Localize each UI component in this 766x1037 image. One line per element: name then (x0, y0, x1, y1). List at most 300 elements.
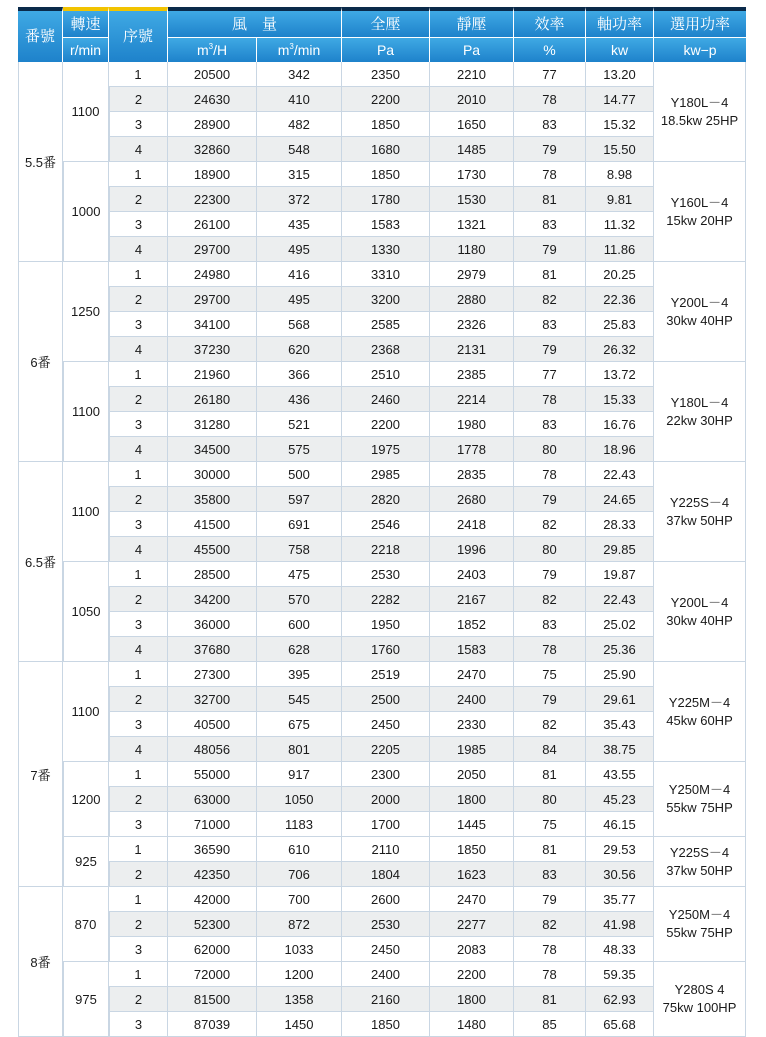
total-pressure-cell: 1850 (342, 162, 430, 187)
air-volume-hour-cell: 24630 (168, 87, 257, 112)
table-row (18, 187, 746, 212)
rpm-cell: 925 (63, 837, 109, 887)
shaft-power-cell: 38.75 (586, 737, 654, 762)
motor-power: 22kw 30HP (666, 412, 733, 428)
shaft-power-cell: 65.68 (586, 1012, 654, 1037)
static-pressure-cell: 1445 (430, 812, 514, 837)
static-pressure-cell: 1980 (430, 412, 514, 437)
efficiency-cell: 80 (514, 787, 586, 812)
selected-power-cell (654, 162, 746, 262)
efficiency-cell: 81 (514, 762, 586, 787)
table-row (18, 937, 746, 962)
table-row (18, 362, 746, 387)
air-volume-min-cell: 610 (257, 837, 342, 862)
air-volume-hour-cell: 71000 (168, 812, 257, 837)
header-selected-power-unit: kw−p (654, 37, 746, 62)
total-pressure-cell: 2300 (342, 762, 430, 787)
seq-cell: 1 (109, 162, 168, 187)
efficiency-cell: 83 (514, 212, 586, 237)
table-row (18, 462, 746, 487)
table-row (18, 287, 746, 312)
efficiency-cell: 82 (514, 912, 586, 937)
rpm-cell: 1100 (63, 362, 109, 462)
table-row (18, 612, 746, 637)
shaft-power-cell: 16.76 (586, 412, 654, 437)
seq-cell: 1 (109, 262, 168, 287)
motor-model: Y250M－4 (668, 782, 731, 797)
table-row (18, 512, 746, 537)
efficiency-cell: 79 (514, 337, 586, 362)
table-row (18, 162, 746, 187)
total-pressure-cell: 1780 (342, 187, 430, 212)
total-pressure-cell: 2205 (342, 737, 430, 762)
total-pressure-cell: 1760 (342, 637, 430, 662)
static-pressure-cell: 2470 (430, 662, 514, 687)
shaft-power-cell: 25.83 (586, 312, 654, 337)
shaft-power-cell: 46.15 (586, 812, 654, 837)
seq-cell: 4 (109, 737, 168, 762)
table-row (18, 437, 746, 462)
table-row (18, 812, 746, 837)
seq-cell: 4 (109, 437, 168, 462)
efficiency-cell: 82 (514, 587, 586, 612)
selected-power-cell (654, 462, 746, 562)
static-pressure-cell: 1623 (430, 862, 514, 887)
total-pressure-cell: 3200 (342, 287, 430, 312)
total-pressure-cell: 2160 (342, 987, 430, 1012)
seq-cell: 4 (109, 137, 168, 162)
table-row (18, 712, 746, 737)
total-pressure-cell: 1850 (342, 1012, 430, 1037)
table-header (18, 7, 746, 62)
header-efficiency: 效率 (514, 7, 586, 37)
seq-cell: 3 (109, 612, 168, 637)
selected-power-cell (654, 262, 746, 362)
rpm-cell: 1250 (63, 262, 109, 362)
total-pressure-cell: 2585 (342, 312, 430, 337)
seq-cell: 3 (109, 1012, 168, 1037)
header-speed: 轉速 (63, 7, 109, 37)
table-row (18, 637, 746, 662)
efficiency-cell: 78 (514, 162, 586, 187)
air-volume-min-cell: 315 (257, 162, 342, 187)
efficiency-cell: 80 (514, 537, 586, 562)
shaft-power-cell: 35.43 (586, 712, 654, 737)
table-row (18, 87, 746, 112)
total-pressure-cell: 2530 (342, 912, 430, 937)
air-volume-min-cell: 545 (257, 687, 342, 712)
shaft-power-cell: 29.85 (586, 537, 654, 562)
total-pressure-cell: 1330 (342, 237, 430, 262)
total-pressure-cell: 2500 (342, 687, 430, 712)
efficiency-cell: 75 (514, 662, 586, 687)
header-total-pressure: 全壓 (342, 7, 430, 37)
air-volume-min-cell: 570 (257, 587, 342, 612)
seq-cell: 2 (109, 287, 168, 312)
table-row (18, 962, 746, 987)
seq-cell: 3 (109, 212, 168, 237)
air-volume-min-cell: 706 (257, 862, 342, 887)
static-pressure-cell: 1530 (430, 187, 514, 212)
table-row (18, 1012, 746, 1037)
motor-power: 18.5kw 25HP (660, 112, 739, 128)
static-pressure-cell: 1850 (430, 837, 514, 862)
table-row (18, 687, 746, 712)
air-volume-min-cell: 1183 (257, 812, 342, 837)
efficiency-cell: 78 (514, 937, 586, 962)
air-volume-min-cell: 758 (257, 537, 342, 562)
efficiency-cell: 81 (514, 837, 586, 862)
static-pressure-cell: 1996 (430, 537, 514, 562)
air-volume-min-cell: 575 (257, 437, 342, 462)
total-pressure-cell: 2000 (342, 787, 430, 812)
shaft-power-cell: 18.96 (586, 437, 654, 462)
air-volume-hour-cell: 34200 (168, 587, 257, 612)
static-pressure-cell: 1985 (430, 737, 514, 762)
static-pressure-cell: 1321 (430, 212, 514, 237)
air-volume-hour-cell: 20500 (168, 62, 257, 87)
air-volume-min-cell: 1358 (257, 987, 342, 1012)
air-volume-hour-cell: 18900 (168, 162, 257, 187)
static-pressure-cell: 1480 (430, 1012, 514, 1037)
air-volume-hour-cell: 34100 (168, 312, 257, 337)
motor-power: 55kw 75HP (666, 800, 733, 815)
motor-power: 37kw 50HP (666, 512, 733, 528)
fan-no-cell: 8番 (18, 887, 63, 1037)
fan-performance-table (18, 7, 746, 1037)
total-pressure-cell: 2460 (342, 387, 430, 412)
total-pressure-cell: 1950 (342, 612, 430, 637)
air-volume-min-cell: 691 (257, 512, 342, 537)
table-row (18, 537, 746, 562)
air-volume-min-cell: 475 (257, 562, 342, 587)
static-pressure-cell: 2050 (430, 762, 514, 787)
air-volume-hour-cell: 35800 (168, 487, 257, 512)
air-volume-min-cell: 436 (257, 387, 342, 412)
air-volume-min-cell: 1033 (257, 937, 342, 962)
motor-model: Y250M－4 (668, 907, 731, 922)
shaft-power-cell: 8.98 (586, 162, 654, 187)
total-pressure-cell: 2450 (342, 937, 430, 962)
air-volume-hour-cell: 30000 (168, 462, 257, 487)
air-volume-hour-cell: 81500 (168, 987, 257, 1012)
efficiency-cell: 83 (514, 112, 586, 137)
seq-cell: 1 (109, 887, 168, 912)
shaft-power-cell: 25.36 (586, 637, 654, 662)
efficiency-cell: 77 (514, 62, 586, 87)
shaft-power-cell: 15.32 (586, 112, 654, 137)
header-total-pressure-unit: Pa (342, 37, 430, 62)
shaft-power-cell: 29.53 (586, 837, 654, 862)
air-volume-hour-cell: 32860 (168, 137, 257, 162)
air-volume-min-cell: 435 (257, 212, 342, 237)
air-volume-min-cell: 410 (257, 87, 342, 112)
air-volume-hour-cell: 29700 (168, 237, 257, 262)
air-volume-min-cell: 342 (257, 62, 342, 87)
air-volume-hour-cell: 26180 (168, 387, 257, 412)
seq-cell: 1 (109, 662, 168, 687)
table-row (18, 887, 746, 912)
shaft-power-cell: 11.86 (586, 237, 654, 262)
air-volume-hour-cell: 31280 (168, 412, 257, 437)
header-fan-no: 番號 (18, 7, 63, 62)
shaft-power-cell: 45.23 (586, 787, 654, 812)
table-row (18, 587, 746, 612)
air-volume-hour-cell: 42350 (168, 862, 257, 887)
fan-no-cell: 7番 (18, 662, 63, 887)
header-air-unit-hour: $m^3/H$ (168, 37, 257, 62)
motor-model: Y180L－4 (670, 94, 729, 110)
efficiency-cell: 79 (514, 237, 586, 262)
seq-cell: 3 (109, 312, 168, 337)
header-speed-unit: r/min (63, 37, 109, 62)
motor-power: 30kw 40HP (666, 312, 733, 328)
total-pressure-cell: 2350 (342, 62, 430, 87)
rpm-cell: 1100 (63, 662, 109, 762)
static-pressure-cell: 2131 (430, 337, 514, 362)
seq-cell: 1 (109, 962, 168, 987)
motor-model: Y160L－4 (670, 194, 729, 210)
air-volume-min-cell: 482 (257, 112, 342, 137)
static-pressure-cell: 2330 (430, 712, 514, 737)
seq-cell: 4 (109, 537, 168, 562)
air-volume-min-cell: 521 (257, 412, 342, 437)
seq-cell: 2 (109, 862, 168, 887)
header-shaft-power: 軸功率 (586, 7, 654, 37)
table-row (18, 862, 746, 887)
shaft-power-cell: 22.36 (586, 287, 654, 312)
rpm-cell: 1050 (63, 562, 109, 662)
seq-cell: 1 (109, 762, 168, 787)
static-pressure-cell: 1800 (430, 987, 514, 1012)
air-volume-hour-cell: 37680 (168, 637, 257, 662)
air-volume-min-cell: 495 (257, 237, 342, 262)
shaft-power-cell: 22.43 (586, 587, 654, 612)
motor-model: Y200L－4 (670, 594, 729, 610)
air-volume-min-cell: 872 (257, 912, 342, 937)
efficiency-cell: 80 (514, 437, 586, 462)
air-volume-hour-cell: 55000 (168, 762, 257, 787)
static-pressure-cell: 2680 (430, 487, 514, 512)
efficiency-cell: 83 (514, 862, 586, 887)
total-pressure-cell: 2546 (342, 512, 430, 537)
static-pressure-cell: 2214 (430, 387, 514, 412)
header-shaft-power-unit: kw (586, 37, 654, 62)
selected-power-cell (654, 887, 746, 962)
seq-cell: 3 (109, 412, 168, 437)
static-pressure-cell: 2880 (430, 287, 514, 312)
selected-power-cell (654, 837, 746, 887)
static-pressure-cell: 2083 (430, 937, 514, 962)
air-volume-min-cell: 600 (257, 612, 342, 637)
static-pressure-cell: 2277 (430, 912, 514, 937)
air-volume-hour-cell: 36000 (168, 612, 257, 637)
shaft-power-cell: 14.77 (586, 87, 654, 112)
seq-cell: 2 (109, 587, 168, 612)
efficiency-cell: 79 (514, 887, 586, 912)
motor-power: 15kw 20HP (666, 212, 733, 228)
efficiency-cell: 85 (514, 1012, 586, 1037)
static-pressure-cell: 2470 (430, 887, 514, 912)
selected-power-cell (654, 362, 746, 462)
seq-cell: 4 (109, 237, 168, 262)
total-pressure-cell: 1680 (342, 137, 430, 162)
air-volume-hour-cell: 28500 (168, 562, 257, 587)
total-pressure-cell: 2450 (342, 712, 430, 737)
header-seq: 序號 (109, 7, 168, 62)
shaft-power-cell: 19.87 (586, 562, 654, 587)
air-volume-hour-cell: 24980 (168, 262, 257, 287)
seq-cell: 4 (109, 337, 168, 362)
efficiency-cell: 78 (514, 87, 586, 112)
air-volume-hour-cell: 45500 (168, 537, 257, 562)
total-pressure-cell: 3310 (342, 262, 430, 287)
seq-cell: 1 (109, 462, 168, 487)
header-efficiency-unit: % (514, 37, 586, 62)
shaft-power-cell: 9.81 (586, 187, 654, 212)
air-volume-hour-cell: 28900 (168, 112, 257, 137)
efficiency-cell: 81 (514, 262, 586, 287)
motor-power: 75kw 100HP (662, 1000, 737, 1015)
seq-cell: 3 (109, 112, 168, 137)
efficiency-cell: 79 (514, 137, 586, 162)
seq-cell: 3 (109, 512, 168, 537)
header-air-unit-min: $m^3/\min$ (257, 37, 342, 62)
table-row (18, 837, 746, 862)
seq-cell: 2 (109, 487, 168, 512)
efficiency-cell: 83 (514, 612, 586, 637)
table-row (18, 312, 746, 337)
motor-power: 30kw 40HP (666, 612, 733, 628)
fan-no-cell: 6.5番 (18, 462, 63, 662)
static-pressure-cell: 2010 (430, 87, 514, 112)
table-row (18, 112, 746, 137)
air-volume-min-cell: 416 (257, 262, 342, 287)
shaft-power-cell: 29.61 (586, 687, 654, 712)
air-volume-hour-cell: 62000 (168, 937, 257, 962)
table-row (18, 487, 746, 512)
total-pressure-cell: 2282 (342, 587, 430, 612)
total-pressure-cell: 1700 (342, 812, 430, 837)
total-pressure-cell: 2985 (342, 462, 430, 487)
static-pressure-cell: 2979 (430, 262, 514, 287)
rpm-cell: 1100 (63, 462, 109, 562)
selected-power-cell (654, 62, 746, 162)
motor-power: 45kw 60HP (666, 712, 733, 728)
air-volume-hour-cell: 37230 (168, 337, 257, 362)
motor-model: Y225M－4 (668, 694, 731, 710)
air-volume-hour-cell: 87039 (168, 1012, 257, 1037)
seq-cell: 3 (109, 937, 168, 962)
efficiency-cell: 78 (514, 462, 586, 487)
air-volume-hour-cell: 40500 (168, 712, 257, 737)
seq-cell: 2 (109, 687, 168, 712)
table-row (18, 662, 746, 687)
header-air-volume: 風 量 (168, 7, 342, 37)
air-volume-min-cell: 548 (257, 137, 342, 162)
rpm-cell: 1200 (63, 762, 109, 837)
static-pressure-cell: 1180 (430, 237, 514, 262)
air-volume-hour-cell: 34500 (168, 437, 257, 462)
total-pressure-cell: 2510 (342, 362, 430, 387)
total-pressure-cell: 2110 (342, 837, 430, 862)
rpm-cell: 1000 (63, 162, 109, 262)
efficiency-cell: 82 (514, 512, 586, 537)
air-volume-min-cell: 917 (257, 762, 342, 787)
table-row (18, 237, 746, 262)
motor-power: 55kw 75HP (666, 925, 733, 940)
seq-cell: 1 (109, 62, 168, 87)
air-volume-hour-cell: 32700 (168, 687, 257, 712)
shaft-power-cell: 11.32 (586, 212, 654, 237)
air-volume-min-cell: 628 (257, 637, 342, 662)
selected-power-cell (654, 762, 746, 837)
shaft-power-cell: 59.35 (586, 962, 654, 987)
seq-cell: 2 (109, 187, 168, 212)
static-pressure-cell: 1583 (430, 637, 514, 662)
air-volume-hour-cell: 48056 (168, 737, 257, 762)
shaft-power-cell: 26.32 (586, 337, 654, 362)
shaft-power-cell: 41.98 (586, 912, 654, 937)
fan-no-cell: 5.5番 (18, 62, 63, 262)
total-pressure-cell: 2600 (342, 887, 430, 912)
total-pressure-cell: 2820 (342, 487, 430, 512)
motor-model: Y225S－4 (669, 844, 730, 860)
seq-cell: 1 (109, 837, 168, 862)
total-pressure-cell: 2218 (342, 537, 430, 562)
efficiency-cell: 78 (514, 387, 586, 412)
static-pressure-cell: 2210 (430, 62, 514, 87)
static-pressure-cell: 1852 (430, 612, 514, 637)
header-static-pressure: 靜壓 (430, 7, 514, 37)
static-pressure-cell: 1650 (430, 112, 514, 137)
air-volume-hour-cell: 41500 (168, 512, 257, 537)
shaft-power-cell: 15.50 (586, 137, 654, 162)
air-volume-min-cell: 495 (257, 287, 342, 312)
total-pressure-cell: 2200 (342, 412, 430, 437)
shaft-power-cell: 30.56 (586, 862, 654, 887)
air-volume-hour-cell: 26100 (168, 212, 257, 237)
shaft-power-cell: 48.33 (586, 937, 654, 962)
motor-power: 37kw 50HP (666, 862, 733, 878)
motor-model: Y280S 4 (674, 982, 725, 997)
shaft-power-cell: 43.55 (586, 762, 654, 787)
table-row (18, 412, 746, 437)
air-volume-hour-cell: 21960 (168, 362, 257, 387)
table-row (18, 212, 746, 237)
air-volume-hour-cell: 42000 (168, 887, 257, 912)
efficiency-cell: 81 (514, 187, 586, 212)
efficiency-cell: 78 (514, 962, 586, 987)
shaft-power-cell: 13.72 (586, 362, 654, 387)
total-pressure-cell: 1975 (342, 437, 430, 462)
air-volume-hour-cell: 22300 (168, 187, 257, 212)
seq-cell: 2 (109, 387, 168, 412)
rpm-cell: 975 (63, 962, 109, 1037)
table-row (18, 912, 746, 937)
selected-power-cell (654, 662, 746, 762)
efficiency-cell: 79 (514, 687, 586, 712)
seq-cell: 2 (109, 912, 168, 937)
seq-cell: 2 (109, 787, 168, 812)
selected-power-cell (654, 562, 746, 662)
air-volume-min-cell: 1450 (257, 1012, 342, 1037)
seq-cell: 1 (109, 562, 168, 587)
air-volume-min-cell: 675 (257, 712, 342, 737)
shaft-power-cell: 35.77 (586, 887, 654, 912)
air-volume-min-cell: 500 (257, 462, 342, 487)
fan-no-cell: 6番 (18, 262, 63, 462)
